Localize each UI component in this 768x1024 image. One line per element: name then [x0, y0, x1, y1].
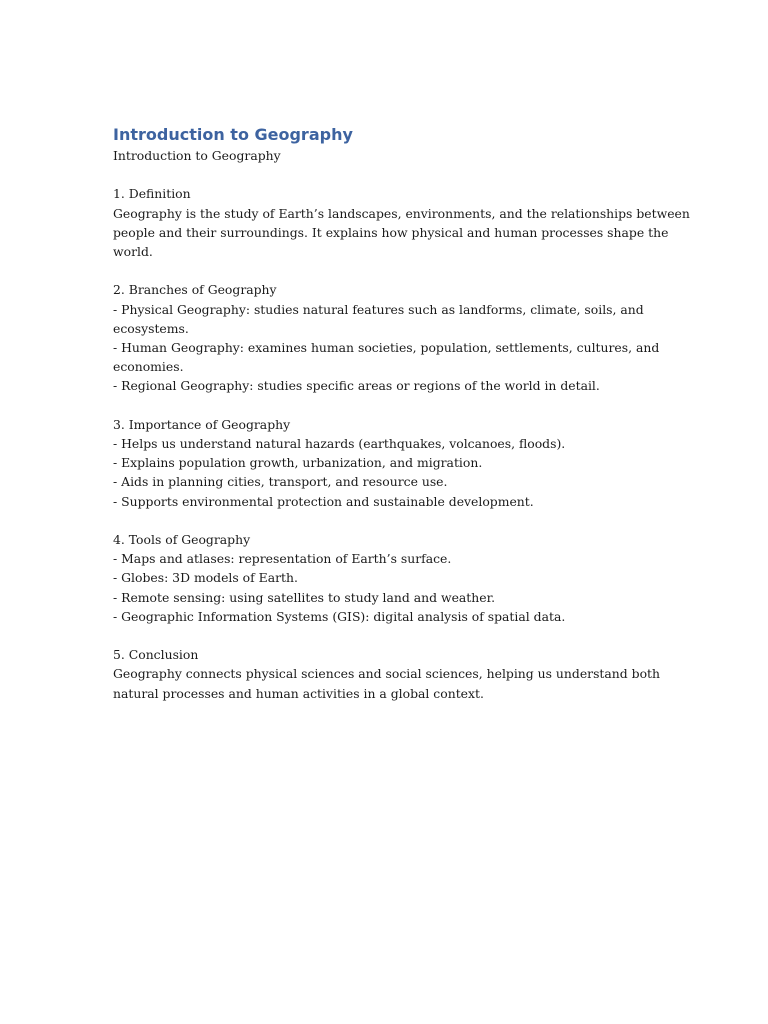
list-item: - Geographic Information Systems (GIS): digital analysis of spatial data.	[113, 608, 566, 624]
paragraph-line: world.	[113, 244, 153, 259]
list-item: - Human Geography: examines human societies, population, settlements, cultures, and	[113, 340, 660, 355]
list-item: - Physical Geography: studies natural features such as landforms, climate, soils, and	[113, 301, 644, 317]
document-page	[113, 124, 690, 703]
section-heading-conclusion: 5. Conclusion	[113, 647, 199, 663]
list-item: - Aids in planning cities, transport, and resource use.	[113, 474, 448, 490]
blank-line	[113, 165, 673, 184]
list-item: - Maps and atlases: representation of Earth’s surface.	[113, 551, 452, 567]
paragraph-line: Geography is the study of Earth’s landscapes, environments, and the relationships between	[113, 205, 690, 221]
list-item-continuation: ecosystems.	[113, 320, 189, 336]
section-heading-definition: 1. Definition	[113, 186, 191, 202]
list-item: - Regional Geography: studies specific areas or regions of the world in detail.	[113, 378, 600, 394]
section-heading-tools: 4. Tools of Geography	[113, 532, 251, 547]
section-heading-importance: 3. Importance of Geography	[113, 416, 291, 432]
document-title: Introduction to Geography	[113, 125, 353, 144]
paragraph-line: people and their surroundings. It explains how physical and human processes shape the	[113, 224, 669, 240]
paragraph-line: Geography connects physical sciences and social sciences, helping us understand both	[113, 666, 660, 682]
blank-line	[113, 261, 673, 280]
paragraph-line: natural processes and human activities in a global context.	[113, 685, 484, 701]
blank-line	[113, 626, 673, 645]
blank-line	[113, 396, 673, 415]
subtitle-line: Introduction to Geography	[113, 148, 281, 163]
list-item-continuation: economies.	[113, 359, 184, 375]
section-heading-branches: 2. Branches of Geography	[113, 282, 277, 298]
list-item: - Remote sensing: using satellites to study land and weather.	[113, 589, 496, 605]
blank-line	[113, 511, 673, 530]
list-item: - Supports environmental protection and sustainable development.	[113, 493, 534, 509]
list-item: - Globes: 3D models of Earth.	[113, 570, 298, 586]
list-item: - Helps us understand natural hazards (earthquakes, volcanoes, floods).	[113, 436, 566, 451]
list-item: - Explains population growth, urbanization, and migration.	[113, 455, 483, 471]
document-body	[113, 146, 690, 703]
